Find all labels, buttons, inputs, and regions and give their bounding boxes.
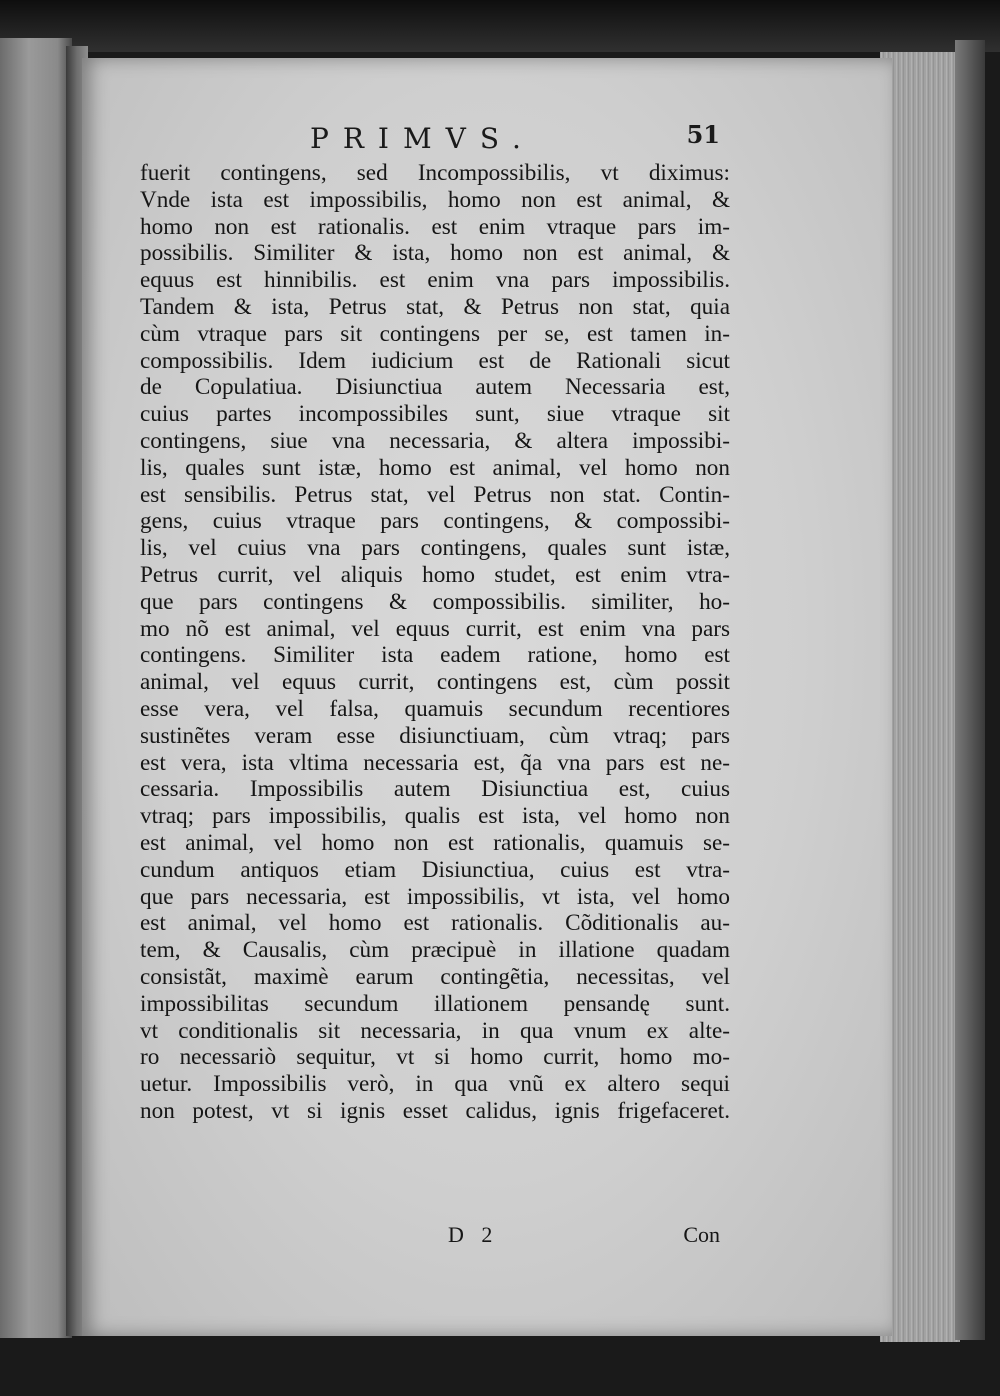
text-line: cùm vtraque pars sit contingens per se, est tamen in- (140, 320, 730, 347)
text-line: cuius partes incompossibiles sunt, siue vtraque sit (140, 401, 730, 428)
text-line: vtraq; pars impossibilis, qualis est ista, vel homo non (140, 803, 730, 830)
running-head (150, 120, 720, 160)
text-line: homo non est rationalis. est enim vtraque pars im- (140, 213, 730, 240)
text-line: cessaria. Impossibilis autem Disiunctiua est, cuius (140, 776, 730, 803)
text-line: animal, vel equus currit, contingens est, cùm possit (140, 669, 730, 696)
text-line: lis, quales sunt istæ, homo est animal, vel homo non (140, 454, 730, 481)
text-line: compossibilis. Idem iudicium est de Rationali sicut (140, 347, 730, 374)
text-line: cundum antiquos etiam Disiunctiua, cuius est vtra- (140, 856, 730, 883)
page-edges-shadow (955, 40, 985, 1340)
catchword: Con (683, 1222, 720, 1247)
text-line: possibilis. Similiter & ista, homo non est animal, & (140, 240, 730, 267)
text-line: vt conditionalis sit necessaria, in qua vnum ex alte- (140, 1017, 730, 1044)
text-line: est sensibilis. Petrus stat, vel Petrus non stat. Contin- (140, 481, 730, 508)
body-text (140, 160, 730, 1125)
text-line: Tandem & ista, Petrus stat, & Petrus non stat, quia (140, 293, 730, 320)
text-line: Vnde ista est impossibilis, homo non est animal, & (140, 186, 730, 213)
text-line: Petrus currit, vel aliquis homo studet, est enim vtra- (140, 561, 730, 588)
text-line: que pars contingens & compossibilis. similiter, ho- (140, 588, 730, 615)
text-line: gens, cuius vtraque pars contingens, & compossibi- (140, 508, 730, 535)
text-line: sustinẽtes veram esse disiunctiuam, cùm vtraq; pars (140, 722, 730, 749)
text-line: de Copulatiua. Disiunctiua autem Necessaria est, (140, 374, 730, 401)
running-head-title: PRIMVS. (310, 122, 535, 155)
page-edges (880, 52, 960, 1342)
text-line: equus est hinnibilis. est enim vna pars impossibilis. (140, 267, 730, 294)
left-page-fragment (0, 38, 72, 1338)
text-line: non potest, vt si ignis esset calidus, ignis frigefaceret. (140, 1097, 730, 1124)
text-line: contingens, siue vna necessaria, & altera impossibi- (140, 427, 730, 454)
page-footer (140, 1222, 730, 1252)
text-line: mo nõ est animal, vel equus currit, est enim vna pars (140, 615, 730, 642)
text-line: impossibilitas secundum illationem pensandę sunt. (140, 990, 730, 1017)
text-line: uetur. Impossibilis verò, in qua vnũ ex altero sequi (140, 1071, 730, 1098)
text-line: tem, & Causalis, cùm præcipuè in illatione quadam (140, 937, 730, 964)
text-line: est animal, vel homo est rationalis. Cõditionalis au- (140, 910, 730, 937)
text-line: est animal, vel homo non est rationalis, quamuis se- (140, 829, 730, 856)
text-line: ro necessariò sequitur, vt si homo currit, homo mo- (140, 1044, 730, 1071)
page-number: 51 (686, 120, 720, 149)
book-cover-edge (0, 0, 1000, 52)
text-line: consistãt, maximè earum contingẽtia, necessitas, vel (140, 963, 730, 990)
text-line: est vera, ista vltima necessaria est, q̃a vna pars est ne- (140, 749, 730, 776)
text-line: contingens. Similiter ista eadem ratione, homo est (140, 642, 730, 669)
text-line: esse vera, vel falsa, quamuis secundum recentiores (140, 695, 730, 722)
text-line: lis, vel cuius vna pars contingens, quales sunt istæ, (140, 535, 730, 562)
text-line: que pars necessaria, est impossibilis, vt ista, vel homo (140, 883, 730, 910)
text-line: fuerit contingens, sed Incompossibilis, vt diximus: (140, 160, 730, 186)
signature-mark: D 2 (448, 1222, 499, 1247)
